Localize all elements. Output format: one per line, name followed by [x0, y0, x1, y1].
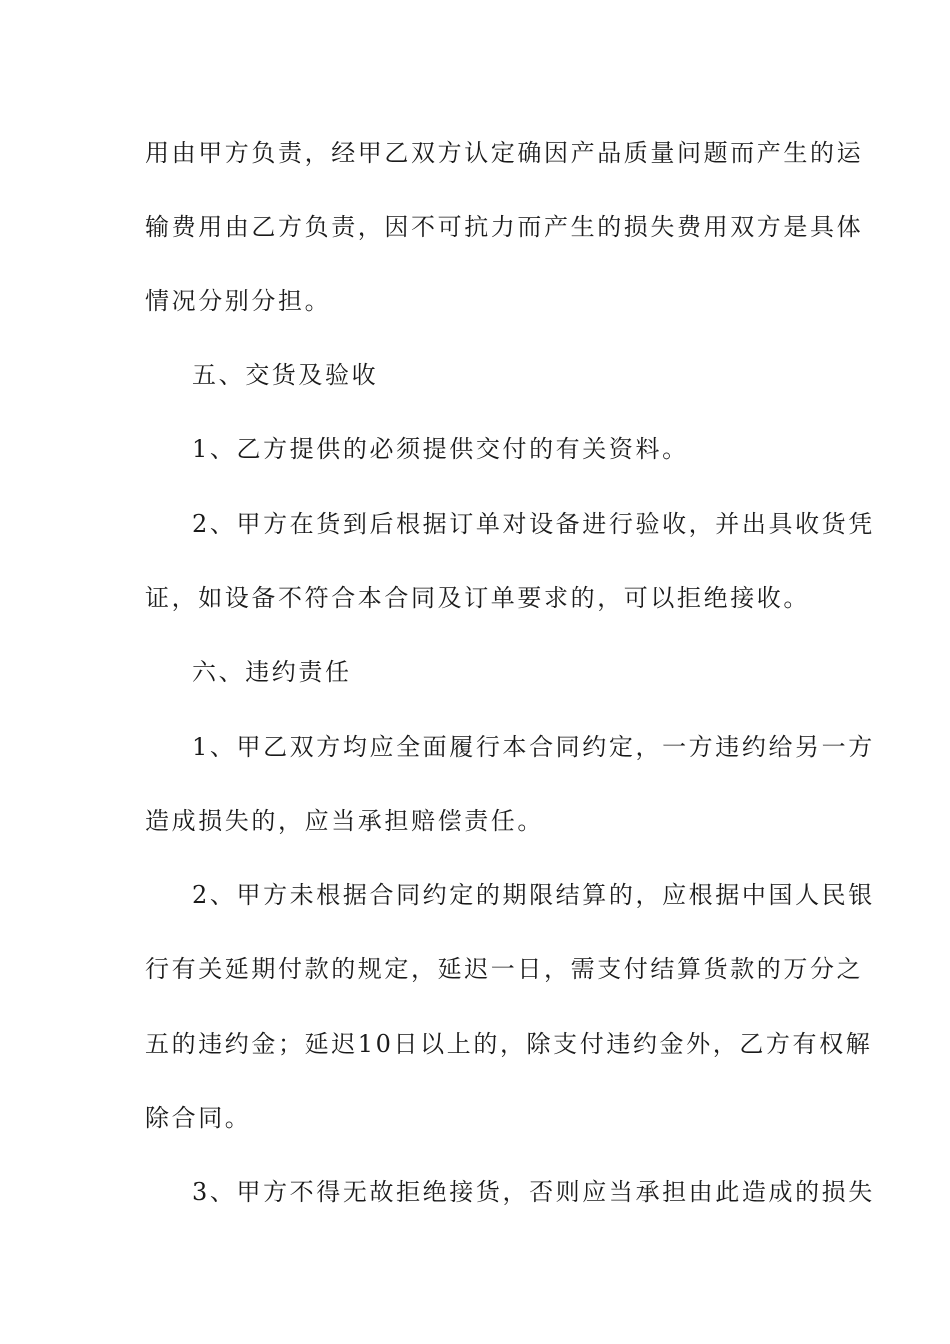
paragraph-line: 1、甲乙双方均应全面履行本合同约定，一方违约给另一方: [192, 733, 875, 761]
paragraph-line: 用由甲方负责，经甲乙双方认定确因产品质量问题而产生的运: [145, 139, 864, 167]
paragraph-line: 五的违约金；延迟10日以上的，除支付违约金外，乙方有权解: [145, 1030, 873, 1058]
paragraph-line: 2、甲方在货到后根据订单对设备进行验收，并出具收货凭: [192, 510, 875, 538]
paragraph-line: 1、乙方提供的必须提供交付的有关资料。: [192, 435, 689, 463]
paragraph-line: 除合同。: [145, 1104, 252, 1132]
paragraph-line: 输费用由乙方负责，因不可抗力而产生的损失费用双方是具体: [145, 213, 864, 241]
paragraph-line: 证，如设备不符合本合同及订单要求的，可以拒绝接收。: [145, 584, 810, 612]
paragraph-line: 情况分别分担。: [145, 287, 332, 315]
section-heading: 五、交货及验收: [192, 361, 379, 389]
paragraph-line: 3、甲方不得无故拒绝接货，否则应当承担由此造成的损失: [192, 1178, 875, 1206]
paragraph-line: 2、甲方未根据合同约定的期限结算的，应根据中国人民银: [192, 881, 875, 909]
section-heading: 六、违约责任: [192, 658, 352, 686]
paragraph-line: 造成损失的，应当承担赔偿责任。: [145, 807, 544, 835]
paragraph-line: 行有关延期付款的规定，延迟一日，需支付结算货款的万分之: [145, 955, 864, 983]
